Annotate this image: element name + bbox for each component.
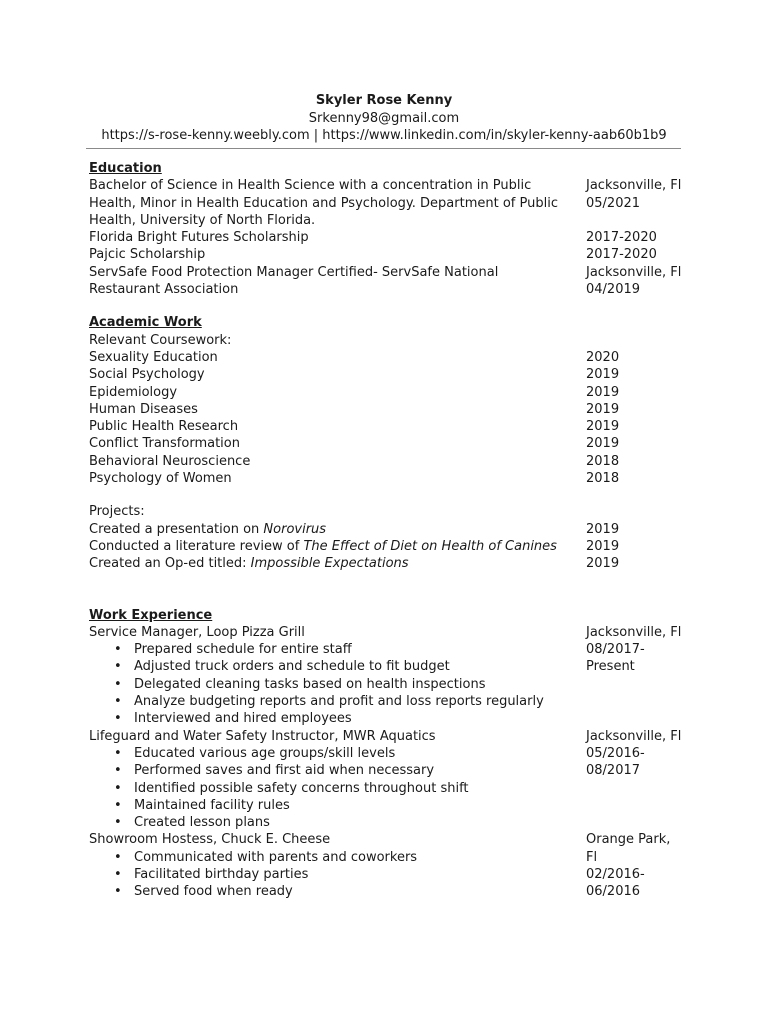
- degree-line: Bachelor of Science in Health Science with a concentration in Public: [89, 178, 532, 194]
- duty-item: • Adjusted truck orders and schedule to fit budget: [89, 658, 586, 675]
- project-row: [89, 521, 689, 538]
- course-row: [89, 401, 689, 418]
- work-section: [89, 607, 689, 901]
- job-entry: [89, 831, 689, 900]
- job-title: Lifeguard and Water Safety Instructor, MWR Aquatics: [89, 728, 436, 744]
- degree-row: [89, 177, 689, 229]
- course-year: 2019: [586, 436, 620, 452]
- job-meta: [586, 831, 686, 900]
- degree-line: Health, Minor in Health Education and Psychology. Department of Public: [89, 195, 558, 211]
- course-row: [89, 435, 689, 452]
- job-duties: [89, 641, 586, 727]
- certification-row: [89, 264, 689, 299]
- academic-section: [89, 314, 689, 572]
- project-title: Impossible Expectations: [250, 556, 409, 572]
- job-location: Orange Park,: [586, 832, 671, 848]
- section-spacer: [89, 573, 689, 607]
- job-meta: [586, 624, 686, 728]
- project-title: The Effect of Diet on Health of Canines: [303, 538, 557, 554]
- certification-location: Jacksonville, Fl: [586, 264, 682, 280]
- academic-heading: Academic Work: [89, 315, 202, 331]
- job-dates: 08/2017-: [586, 642, 645, 658]
- project-row: [89, 555, 689, 572]
- degree-line: Health, University of North Florida.: [89, 212, 316, 228]
- section-spacer: [89, 298, 689, 314]
- course-name: Sexuality Education: [89, 349, 218, 365]
- resume-header: [0, 92, 768, 144]
- project-description: [89, 521, 586, 538]
- project-description: [89, 555, 586, 572]
- project-text: Created a presentation on: [89, 521, 264, 537]
- job-title: Service Manager, Loop Pizza Grill: [89, 624, 305, 640]
- education-section: [89, 160, 689, 298]
- work-heading: Work Experience: [89, 607, 213, 623]
- project-year: 2019: [586, 556, 620, 572]
- scholarship-name: Pajcic Scholarship: [89, 247, 206, 263]
- project-year: 2019: [586, 521, 620, 537]
- job-entry: [89, 728, 689, 832]
- course-name: Human Diseases: [89, 401, 198, 417]
- job-entry: [89, 624, 689, 728]
- project-title: Norovirus: [263, 521, 327, 537]
- header-divider: [86, 148, 681, 149]
- courses-label: Relevant Coursework:: [89, 332, 232, 348]
- duty-item: • Facilitated birthday parties: [89, 866, 586, 883]
- course-row: [89, 366, 689, 383]
- course-row: [89, 384, 689, 401]
- job-dates: 06/2016: [586, 884, 641, 900]
- duty-item: • Served food when ready: [89, 883, 586, 900]
- degree-date: 05/2021: [586, 195, 641, 211]
- duty-item: • Educated various age groups/skill levels: [89, 745, 586, 762]
- scholarship-row: [89, 229, 689, 246]
- course-year: 2019: [586, 384, 620, 400]
- course-name: Epidemiology: [89, 384, 178, 400]
- website-links: https://s-rose-kenny.weebly.com | https://www.linkedin.com/in/skyler-kenny-aab60b1b9: [101, 128, 667, 143]
- course-year: 2018: [586, 471, 620, 487]
- job-meta: [586, 728, 686, 832]
- job-duties: [89, 745, 586, 831]
- course-year: 2020: [586, 349, 620, 365]
- course-year: 2019: [586, 401, 620, 417]
- education-heading: Education: [89, 161, 162, 176]
- scholarship-row: [89, 246, 689, 263]
- certification-date: 04/2019: [586, 282, 641, 298]
- course-row: [89, 349, 689, 366]
- duty-item: • Identified possible safety concerns throughout shift: [89, 780, 586, 797]
- job-dates: 02/2016-: [586, 866, 645, 882]
- course-name: Social Psychology: [89, 367, 205, 383]
- duty-item: • Created lesson plans: [89, 814, 586, 831]
- course-row: [89, 453, 689, 470]
- project-description: [89, 538, 586, 555]
- job-location: Jacksonville, Fl: [586, 624, 682, 640]
- duty-item: • Analyze budgeting reports and profit and loss reports regularly: [89, 693, 586, 710]
- duty-item: • Performed saves and first aid when necessary: [89, 762, 586, 779]
- job-dates: Present: [586, 659, 635, 675]
- duty-item: • Prepared schedule for entire staff: [89, 641, 586, 658]
- duty-item: • Communicated with parents and coworkers: [89, 849, 586, 866]
- scholarship-date: 2017-2020: [586, 230, 657, 246]
- duty-item: • Maintained facility rules: [89, 797, 586, 814]
- course-name: Psychology of Women: [89, 471, 232, 487]
- project-year: 2019: [586, 538, 620, 554]
- course-year: 2019: [586, 419, 620, 435]
- course-name: Public Health Research: [89, 419, 239, 435]
- duty-item: • Delegated cleaning tasks based on health inspections: [89, 676, 586, 693]
- certification-line: Restaurant Association: [89, 282, 239, 298]
- project-text: Conducted a literature review of: [89, 538, 304, 554]
- projects-spacer: [89, 487, 689, 503]
- job-duties: [89, 849, 586, 901]
- project-row: [89, 538, 689, 555]
- course-name: Behavioral Neuroscience: [89, 453, 251, 469]
- person-name: Skyler Rose Kenny: [315, 93, 453, 108]
- job-location: Fl: [586, 849, 598, 865]
- scholarship-name: Florida Bright Futures Scholarship: [89, 230, 309, 246]
- job-location: Jacksonville, Fl: [586, 728, 682, 744]
- course-year: 2018: [586, 453, 620, 469]
- projects-label: Projects:: [89, 504, 145, 520]
- email-text: Srkenny98@gmail.com: [308, 111, 460, 126]
- job-dates: 05/2016-: [586, 745, 645, 761]
- job-dates: 08/2017: [586, 763, 641, 779]
- degree-location: Jacksonville, Fl: [586, 178, 682, 194]
- project-text: Created an Op-ed titled:: [89, 556, 251, 572]
- scholarship-date: 2017-2020: [586, 247, 657, 263]
- duty-item: • Interviewed and hired employees: [89, 710, 586, 727]
- certification-line: ServSafe Food Protection Manager Certified- ServSafe National: [89, 264, 499, 280]
- course-year: 2019: [586, 367, 620, 383]
- job-title: Showroom Hostess, Chuck E. Cheese: [89, 832, 331, 848]
- course-row: [89, 418, 689, 435]
- resume-body: [89, 160, 689, 901]
- course-name: Conflict Transformation: [89, 436, 240, 452]
- course-row: [89, 470, 689, 487]
